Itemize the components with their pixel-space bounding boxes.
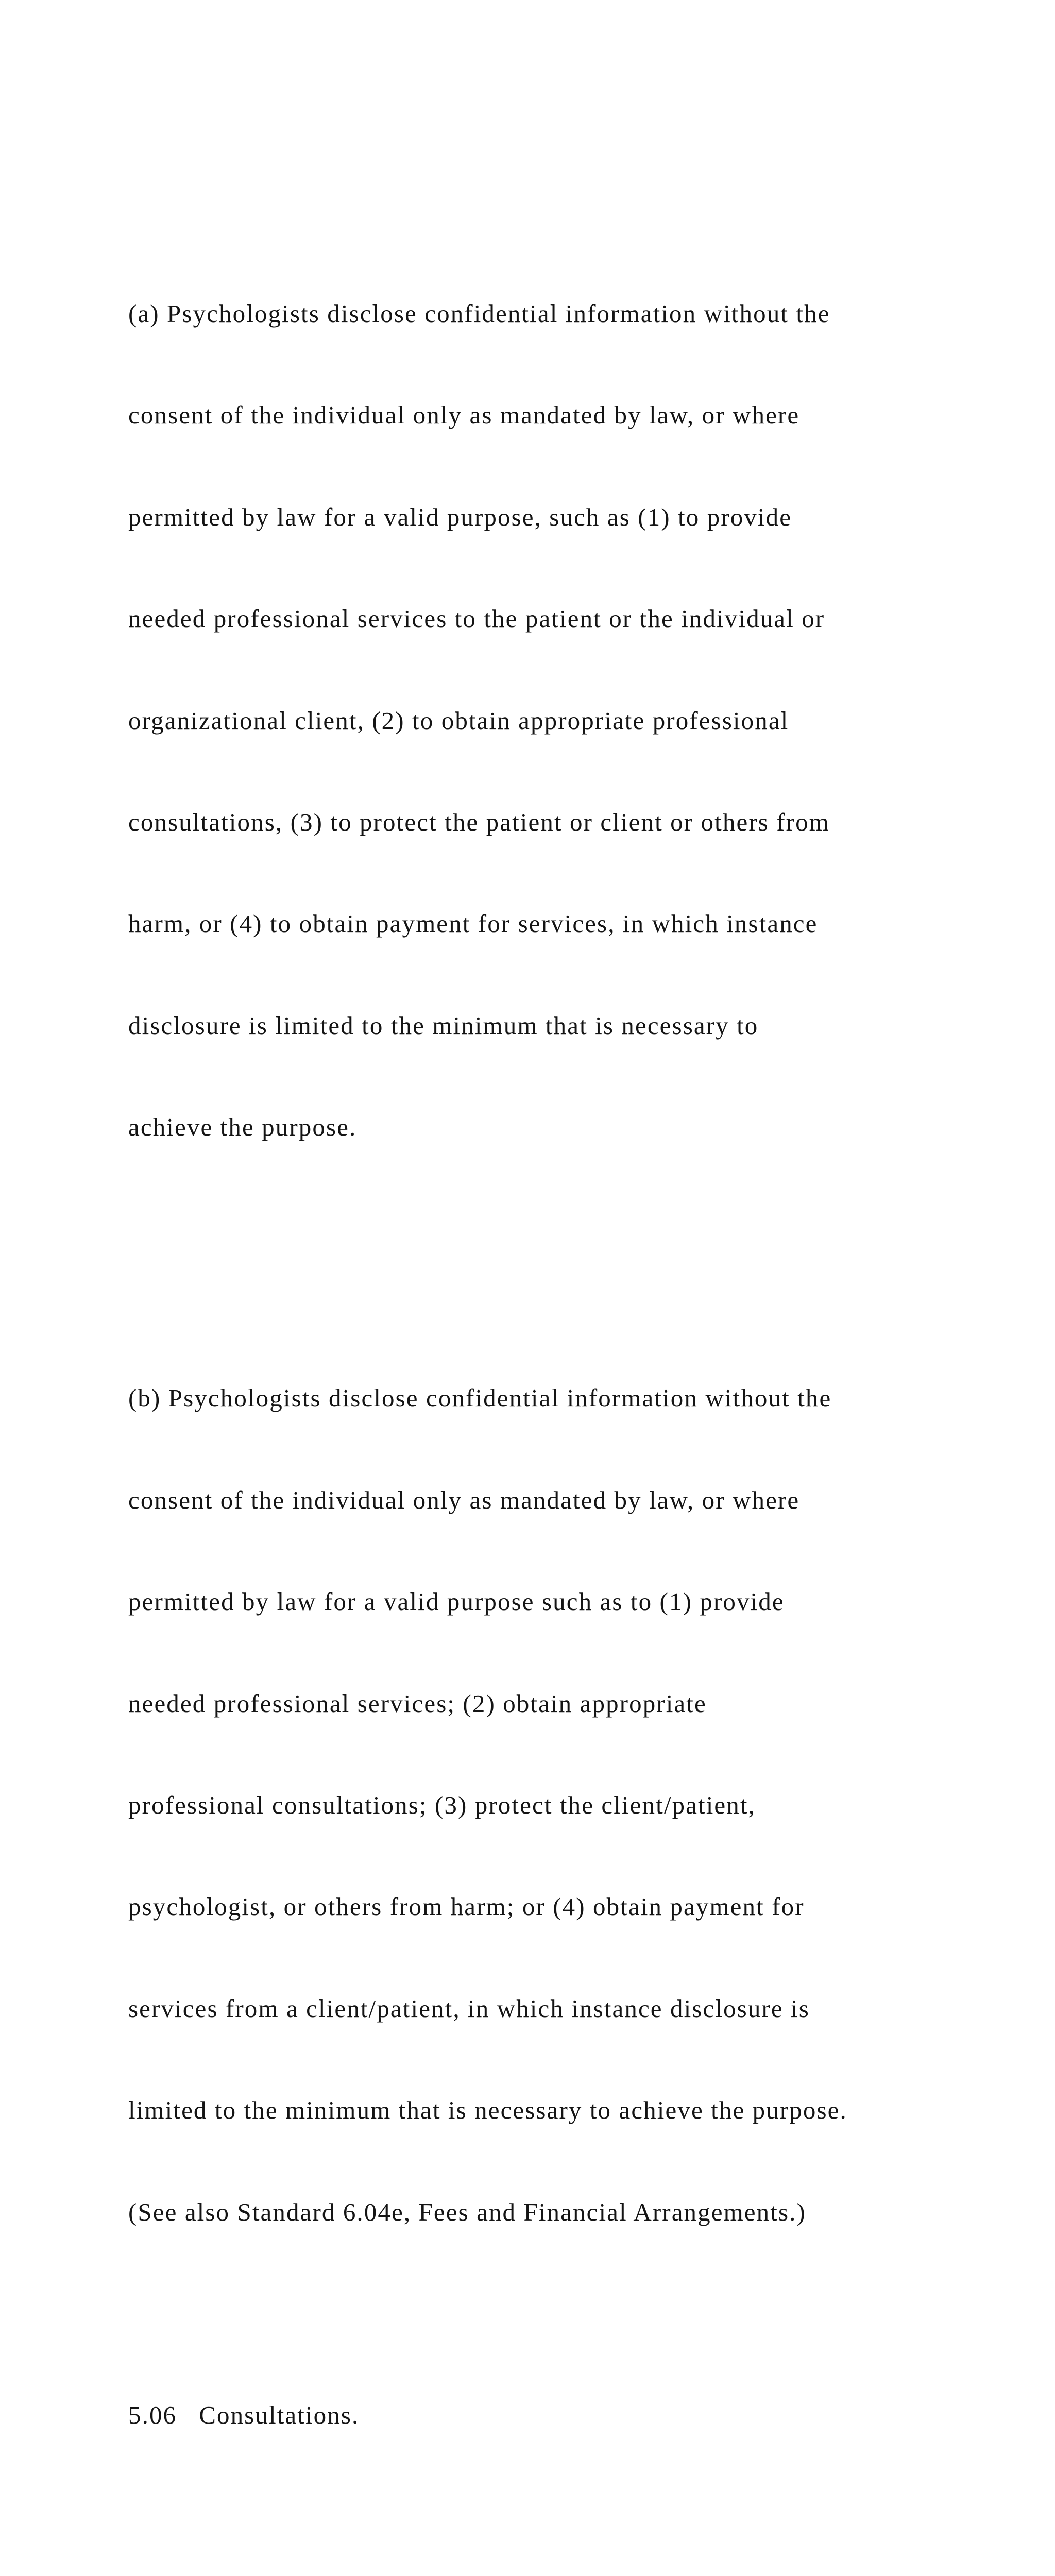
- text-line: needed professional services; (2) obtain appropriate: [128, 1689, 707, 1718]
- document-body: [128, 127, 994, 2576]
- text-line: achieve the purpose.: [128, 1113, 357, 1142]
- text-line: organizational client, (2) to obtain appropriate professional: [128, 706, 789, 735]
- text-line: professional consultations; (3) protect the client/patient,: [128, 1791, 756, 1820]
- text-line: (See also Standard 6.04e, Fees and Financial Arrangements.): [128, 2197, 806, 2226]
- text-line: consent of the individual only as mandated by law, or where: [128, 1485, 800, 1514]
- text-line: consent of the individual only as mandated by law, or where: [128, 401, 800, 430]
- text-line: (a) Psychologists disclose confidential information without the: [128, 299, 830, 328]
- paragraph-a: [128, 229, 994, 1212]
- text-line: disclosure is limited to the minimum that is necessary to: [128, 1011, 759, 1040]
- text-line: services from a client/patient, in which instance disclosure is: [128, 1994, 810, 2023]
- text-line: permitted by law for a valid purpose such as to (1) provide: [128, 1587, 785, 1616]
- text-line: permitted by law for a valid purpose, such as (1) to provide: [128, 502, 792, 531]
- text-line: psychologist, or others from harm; or (4) obtain payment for: [128, 1892, 805, 1921]
- text-line: consultations, (3) to protect the patient or client or others from: [128, 807, 830, 836]
- text-line: needed professional services to the patient or the individual or: [128, 604, 825, 633]
- paragraph-b: [128, 1314, 994, 2297]
- text-line: harm, or (4) to obtain payment for services, in which instance: [128, 909, 818, 938]
- blank-line: [128, 2500, 994, 2534]
- text-line: limited to the minimum that is necessary to achieve the purpose.: [128, 2096, 847, 2125]
- section-heading-506: 5.06 Consultations.: [128, 2401, 360, 2430]
- text-line: (b) Psychologists disclose confidential information without the: [128, 1384, 832, 1413]
